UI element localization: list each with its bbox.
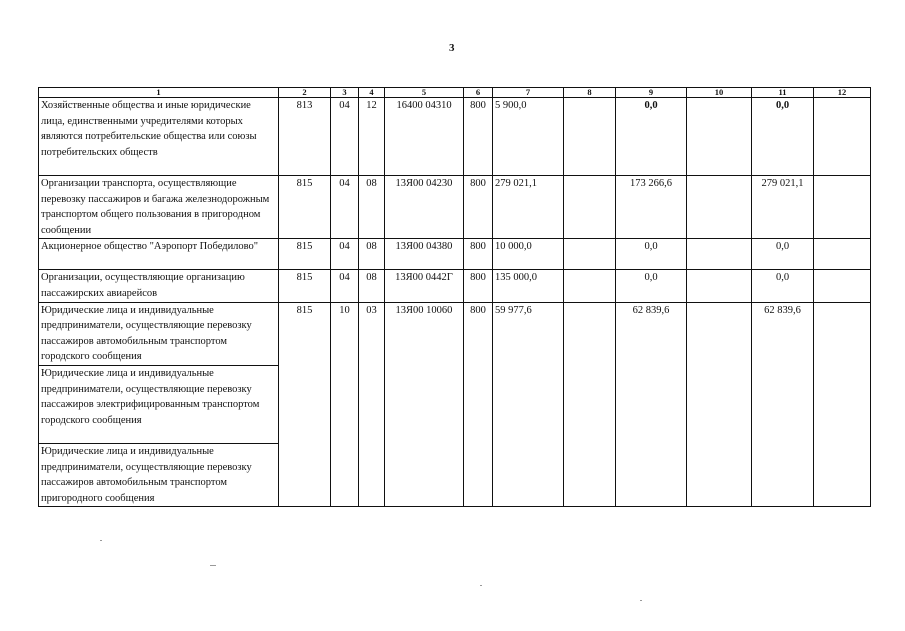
cell-amount-8: [564, 98, 616, 176]
cell-expense-type: 800: [464, 98, 493, 176]
cell-amount-11: 0,0: [752, 270, 814, 302]
column-header-12: 12: [814, 88, 871, 98]
column-header-11: 11: [752, 88, 814, 98]
cell-amount-11: 0,0: [752, 239, 814, 270]
cell-subsection: 03: [359, 302, 385, 507]
cell-ministry: 815: [279, 270, 331, 302]
page-number: 3: [449, 42, 455, 54]
column-header-9: 9: [616, 88, 687, 98]
table-row: [39, 302, 871, 365]
cell-amount-7: 5 900,0: [493, 98, 564, 176]
cell-ministry: 815: [279, 302, 331, 507]
scan-speck: [480, 585, 482, 586]
cell-amount-9: 0,0: [616, 270, 687, 302]
recipient-name: Хозяйственные общества и иные юридические лица, единственными учредителями которых являются потребительские общества или союзы потребительских обществ: [39, 98, 279, 176]
cell-expense-type: 800: [464, 176, 493, 239]
cell-amount-7: 135 000,0: [493, 270, 564, 302]
column-header-10: 10: [687, 88, 752, 98]
cell-subsection: 12: [359, 98, 385, 176]
column-header-6: 6: [464, 88, 493, 98]
column-header-3: 3: [331, 88, 359, 98]
recipient-name: Акционерное общество "Аэропорт Победилово": [39, 239, 279, 270]
cell-amount-10: [687, 270, 752, 302]
cell-amount-7: 10 000,0: [493, 239, 564, 270]
cell-subsection: 08: [359, 239, 385, 270]
cell-amount-8: [564, 270, 616, 302]
cell-ministry: 815: [279, 176, 331, 239]
cell-amount-8: [564, 302, 616, 507]
budget-table: [38, 87, 871, 507]
cell-amount-12: [814, 270, 871, 302]
recipient-name: Организации, осуществляющие организацию пассажирских авиарейсов: [39, 270, 279, 302]
cell-amount-12: [814, 302, 871, 507]
cell-amount-7: 59 977,6: [493, 302, 564, 507]
cell-amount-9: 0,0: [616, 239, 687, 270]
cell-target-article: 13Я00 04230: [385, 176, 464, 239]
cell-amount-7: 279 021,1: [493, 176, 564, 239]
cell-amount-8: [564, 176, 616, 239]
cell-amount-10: [687, 302, 752, 507]
cell-section: 04: [331, 176, 359, 239]
cell-ministry: 813: [279, 98, 331, 176]
recipient-name: Юридические лица и индивидуальные предприниматели, осуществляющие перевозку пассажиров электрифицированным транспортом городского сообщения: [39, 365, 279, 443]
cell-subsection: 08: [359, 270, 385, 302]
cell-amount-10: [687, 239, 752, 270]
cell-amount-11: 279 021,1: [752, 176, 814, 239]
cell-expense-type: 800: [464, 270, 493, 302]
column-header-2: 2: [279, 88, 331, 98]
cell-amount-11: 0,0: [752, 98, 814, 176]
cell-expense-type: 800: [464, 239, 493, 270]
table-header-row: [39, 88, 871, 98]
column-header-4: 4: [359, 88, 385, 98]
table-row: [39, 270, 871, 302]
cell-amount-12: [814, 176, 871, 239]
cell-amount-11: 62 839,6: [752, 302, 814, 507]
cell-subsection: 08: [359, 176, 385, 239]
recipient-name: Организации транспорта, осуществляющие перевозку пассажиров и багажа железнодорожным транспортом общего пользования в пригородном сообщении: [39, 176, 279, 239]
recipient-name: Юридические лица и индивидуальные предприниматели, осуществляющие перевозку пассажиров автомобильным транспортом пригородного сообщения: [39, 443, 279, 506]
cell-section: 04: [331, 239, 359, 270]
scan-speck: [640, 600, 642, 601]
cell-amount-10: [687, 176, 752, 239]
cell-amount-12: [814, 98, 871, 176]
table-row: [39, 239, 871, 270]
cell-target-article: 13Я00 04380: [385, 239, 464, 270]
column-header-8: 8: [564, 88, 616, 98]
cell-amount-12: [814, 239, 871, 270]
cell-target-article: 13Я00 0442Г: [385, 270, 464, 302]
cell-expense-type: 800: [464, 302, 493, 507]
table-row: [39, 98, 871, 176]
column-header-1: 1: [39, 88, 279, 98]
cell-target-article: 16400 04310: [385, 98, 464, 176]
cell-target-article: 13Я00 10060: [385, 302, 464, 507]
cell-amount-9: 173 266,6: [616, 176, 687, 239]
recipient-name: Юридические лица и индивидуальные предприниматели, осуществляющие перевозку пассажиров автомобильным транспортом городского сообщения: [39, 302, 279, 365]
cell-amount-9: 62 839,6: [616, 302, 687, 507]
cell-section: 04: [331, 98, 359, 176]
cell-section: 04: [331, 270, 359, 302]
scan-speck: [210, 565, 216, 566]
table-row: [39, 176, 871, 239]
column-header-7: 7: [493, 88, 564, 98]
cell-section: 10: [331, 302, 359, 507]
cell-amount-8: [564, 239, 616, 270]
cell-amount-9: 0,0: [616, 98, 687, 176]
column-header-5: 5: [385, 88, 464, 98]
scan-speck: [100, 540, 102, 541]
cell-amount-10: [687, 98, 752, 176]
cell-ministry: 815: [279, 239, 331, 270]
